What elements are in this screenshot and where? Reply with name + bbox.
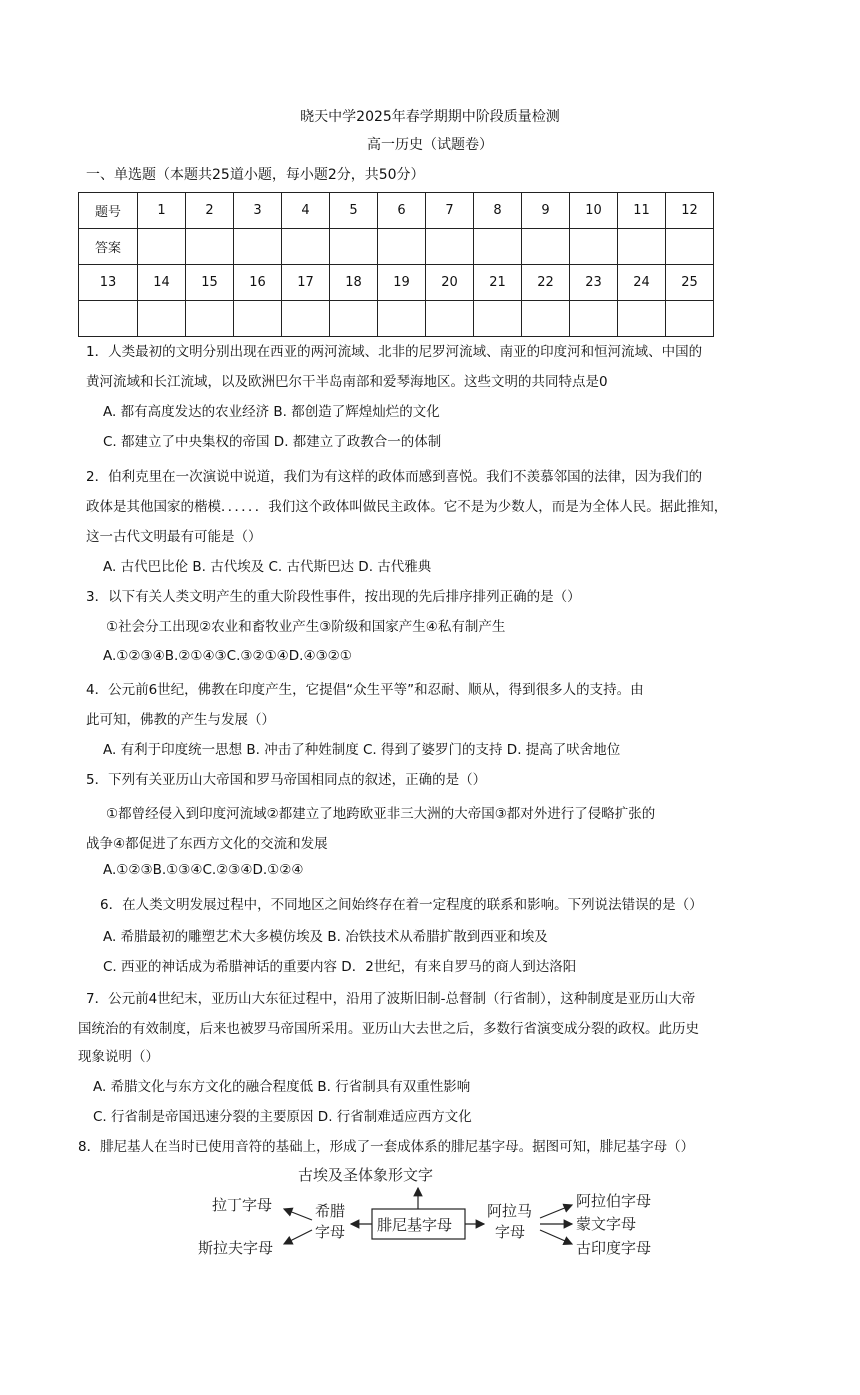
answer-cell[interactable] xyxy=(618,229,666,265)
table-cell: 17 xyxy=(282,265,330,301)
question-2-options: A. 古代巴比伦 B. 古代埃及 C. 古代斯巴达 D. 古代雅典 xyxy=(103,559,432,575)
diagram-label-mongolian: 蒙文字母 xyxy=(576,1215,637,1233)
diagram-label-greek-1: 希腊 xyxy=(315,1202,346,1220)
table-row xyxy=(79,301,714,337)
table-cell: 8 xyxy=(474,193,522,229)
question-7-options-cd: C. 行省制是帝国迅速分裂的主要原因 D. 行省制难适应西方文化 xyxy=(93,1109,472,1125)
section-heading: 一、单选题（本题共25道小题，每小题2分，共50分） xyxy=(86,167,425,183)
question-4-options: A. 有利于印度统一思想 B. 冲击了种姓制度 C. 得到了婆罗门的支持 D. 提高了吠舍地位 xyxy=(103,742,621,758)
answer-cell[interactable] xyxy=(474,229,522,265)
question-1-line-1: 1．人类最初的文明分别出现在西亚的两河流域、北非的尼罗河流域、南亚的印度河和恒河流域、中国的 xyxy=(86,344,703,360)
question-3-options: A.①②③④B.②①④③C.③②①④D.④③②① xyxy=(103,648,352,664)
answer-cell[interactable] xyxy=(234,229,282,265)
answer-cell[interactable] xyxy=(474,301,522,337)
diagram-label-aramaic-1: 阿拉马 xyxy=(487,1202,533,1220)
answer-cell[interactable] xyxy=(330,301,378,337)
question-6-options-ab: A. 希腊最初的雕塑艺术大多模仿埃及 B. 冶铁技术从希腊扩散到西亚和埃及 xyxy=(103,929,548,945)
answer-cell[interactable] xyxy=(666,301,714,337)
table-cell: 12 xyxy=(666,193,714,229)
exam-title: 晓天中学2025年春学期期中阶段质量检测 xyxy=(300,109,560,125)
answer-cell[interactable] xyxy=(282,301,330,337)
question-7-line-1: 7．公元前4世纪末，亚历山大东征过程中，沿用了波斯旧制-总督制（行省制），这种制度是亚历山大帝 xyxy=(86,991,696,1007)
arrow-to-slavic xyxy=(284,1230,312,1244)
diagram-label-aramaic-2: 字母 xyxy=(495,1223,526,1241)
answer-cell[interactable] xyxy=(282,229,330,265)
question-2-line-1: 2．伯利克里在一次演说中说道，我们为有这样的政体而感到喜悦。我们不羡慕邻国的法律，因为我们的 xyxy=(86,469,703,485)
table-cell: 5 xyxy=(330,193,378,229)
table-cell: 答案 xyxy=(79,229,138,265)
question-8-line-1: 8．腓尼基人在当时已使用音符的基础上，形成了一套成体系的腓尼基字母。据图可知，腓尼基字母（） xyxy=(78,1139,695,1155)
diagram-label-greek-2: 字母 xyxy=(315,1223,346,1241)
arrow-to-ancient-indian xyxy=(540,1230,572,1244)
question-4-line-1: 4．公元前6世纪，佛教在印度产生，它提倡“众生平等”和忍耐、顺从，得到很多人的支持。由 xyxy=(86,682,644,698)
table-cell: 9 xyxy=(522,193,570,229)
table-row xyxy=(79,265,714,301)
question-1-line-2: 黄河流域和长江流域，以及欧洲巴尔干半岛南部和爱琴海地区。这些文明的共同特点是0 xyxy=(86,374,608,390)
table-cell: 1 xyxy=(138,193,186,229)
answer-cell[interactable] xyxy=(138,301,186,337)
answer-cell[interactable] xyxy=(79,301,138,337)
answer-cell[interactable] xyxy=(570,301,618,337)
answer-cell[interactable] xyxy=(426,301,474,337)
question-5-statements-line-1: ①都曾经侵入到印度河流域②都建立了地跨欧亚非三大洲的大帝国③都对外进行了侵略扩张的 xyxy=(106,806,656,822)
table-cell: 25 xyxy=(666,265,714,301)
table-cell: 22 xyxy=(522,265,570,301)
question-4-line-2: 此可知，佛教的产生与发展（） xyxy=(86,712,275,728)
question-5-line-1: 5．下列有关亚历山大帝国和罗马帝国相同点的叙述，正确的是（） xyxy=(86,772,487,788)
arrow-to-latin xyxy=(284,1209,312,1220)
table-row xyxy=(79,193,714,229)
answer-cell[interactable] xyxy=(234,301,282,337)
answer-cell[interactable] xyxy=(186,229,234,265)
exam-subtitle: 高一历史（试题卷） xyxy=(367,137,493,153)
table-cell: 14 xyxy=(138,265,186,301)
answer-cell[interactable] xyxy=(522,229,570,265)
diagram-label-ancient-indian: 古印度字母 xyxy=(576,1239,652,1257)
table-cell: 3 xyxy=(234,193,282,229)
question-6-line-1: 6．在人类文明发展过程中，不同地区之间始终存在着一定程度的联系和影响。下列说法错误的是（） xyxy=(100,897,703,913)
question-5-statements-line-2: 战争④都促进了东西方文化的交流和发展 xyxy=(86,836,328,852)
diagram-label-phoenician: 腓尼基字母 xyxy=(377,1216,453,1234)
table-cell: 2 xyxy=(186,193,234,229)
question-7-line-3: 现象说明（） xyxy=(78,1049,159,1065)
question-2-line-2: 政体是其他国家的楷模．．．．．．我们这个政体叫做民主政体。它不是为少数人，而是为全体人民。据此推知， xyxy=(86,499,728,515)
question-1-options-cd: C. 都建立了中央集权的帝国 D. 都建立了政教合一的体制 xyxy=(103,434,442,450)
table-cell: 10 xyxy=(570,193,618,229)
question-7-line-2: 国统治的有效制度，后来也被罗马帝国所采用。亚历山大去世之后，多数行省演变成分裂的政权。此历史 xyxy=(78,1021,699,1037)
question-5-options: A.①②③B.①③④C.②③④D.①②④ xyxy=(103,862,304,878)
question-7-options-ab: A. 希腊文化与东方文化的融合程度低 B. 行省制具有双重性影响 xyxy=(93,1079,471,1095)
table-cell: 15 xyxy=(186,265,234,301)
answer-cell[interactable] xyxy=(378,301,426,337)
table-cell: 18 xyxy=(330,265,378,301)
question-6-options-cd: C. 西亚的神话成为希腊神话的重要内容 D．2世纪，有来自罗马的商人到达洛阳 xyxy=(103,959,577,975)
answer-cell[interactable] xyxy=(138,229,186,265)
answer-cell[interactable] xyxy=(570,229,618,265)
answer-cell[interactable] xyxy=(522,301,570,337)
table-cell: 16 xyxy=(234,265,282,301)
question-3-line-1: 3．以下有关人类文明产生的重大阶段性事件，按出现的先后排序排列正确的是（） xyxy=(86,589,581,605)
table-cell: 23 xyxy=(570,265,618,301)
table-cell: 11 xyxy=(618,193,666,229)
answer-cell[interactable] xyxy=(618,301,666,337)
table-cell: 13 xyxy=(79,265,138,301)
diagram-label-arabic: 阿拉伯字母 xyxy=(576,1192,652,1210)
table-cell: 6 xyxy=(378,193,426,229)
answer-cell[interactable] xyxy=(186,301,234,337)
answer-cell[interactable] xyxy=(378,229,426,265)
answer-cell[interactable] xyxy=(426,229,474,265)
question-1-options-ab: A. 都有高度发达的农业经济 B. 都创造了辉煌灿烂的文化 xyxy=(103,404,440,420)
table-cell: 题号 xyxy=(79,193,138,229)
diagram-label-latin: 拉丁字母 xyxy=(212,1196,273,1214)
alphabet-diagram xyxy=(190,1158,670,1263)
table-cell: 19 xyxy=(378,265,426,301)
table-cell: 20 xyxy=(426,265,474,301)
question-2-line-3: 这一古代文明最有可能是（） xyxy=(86,529,262,545)
table-cell: 24 xyxy=(618,265,666,301)
question-3-statements: ①社会分工出现②农业和畜牧业产生③阶级和国家产生④私有制产生 xyxy=(106,619,506,635)
answer-cell[interactable] xyxy=(666,229,714,265)
answer-cell[interactable] xyxy=(330,229,378,265)
table-cell: 21 xyxy=(474,265,522,301)
table-cell: 4 xyxy=(282,193,330,229)
table-row xyxy=(79,229,714,265)
table-cell: 7 xyxy=(426,193,474,229)
diagram-label-egyptian-hieroglyphs: 古埃及圣体象形文字 xyxy=(298,1166,434,1184)
answer-table xyxy=(78,192,714,337)
arrow-to-arabic xyxy=(540,1205,572,1218)
diagram-label-slavic: 斯拉夫字母 xyxy=(198,1239,274,1257)
